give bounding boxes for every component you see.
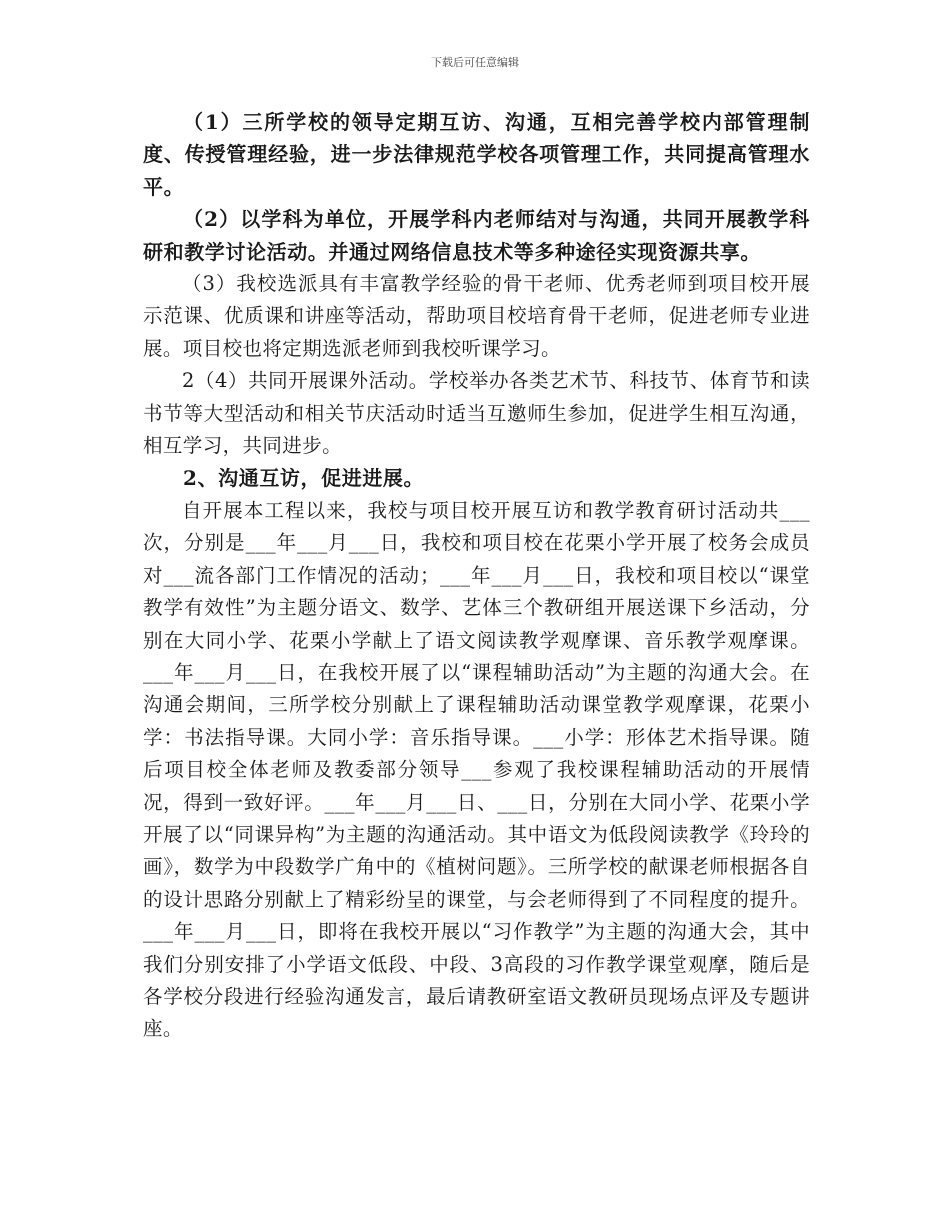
paragraph-2: （2）以学科为单位，开展学科内老师结对与沟通，共同开展教学科研和教学讨论活动。并通过网络信息技术等多种途径实现资源共享。 [143,207,810,264]
paragraph-3: （3）我校选派具有丰富教学经验的骨干老师、优秀老师到项目校开展示范课、优质课和讲座等活动，帮助项目校培育骨干老师，促进老师专业进展。项目校也将定期选派老师到我校听课学习。 [143,272,810,360]
document-body [143,106,810,1046]
paragraph-1: （1）三所学校的领导定期互访、沟通，互相完善学校内部管理制度、传授管理经验，进一步法律规范学校各项管理工作，共同提高管理水平。 [143,110,810,199]
section-heading: 2、沟通互访，促进进展。 [183,466,425,491]
paragraph-4: 2（4）共同开展课外活动。学校举办各类艺术节、科技节、体育节和读书节等大型活动和相关节庆活动时适当互邀师生参加，促进学生相互沟通，相互学习，共同进步。 [143,369,810,458]
paragraph-5: 自开展本工程以来，我校与项目校开展互访和教学教育研讨活动共___次，分别是___年___月___日，我校和项目校在花栗小学开展了校务会成员对___流各部门工作情况的活动；___年___月___日，我校和项目校以“课堂教学有效性”为主题分语文、数学、艺体三个教研组开展送课下乡活动，分别在大同小学、花栗小学献上了语文阅读教学观摩课、音乐教学观摩课。___年___月___日，在我校开展了以“课程辅助活动”为主题的沟通大会。在沟通会期间，三所学校分别献上了课程辅助活动课堂教学观摩课，花栗小学：书法指导课。大同小学：音乐指导课。___小学：形体艺术指导课。随后项目校全体老师及教委部分领导___参观了我校课程辅助活动的开展情况，得到一致好评。___年___月___日、___日，分别在大同小学、花栗小学开展了以“同课异构”为主题的沟通活动。其中语文为低段阅读教学《玲玲的画》，数学为中段数学广角中的《植树问题》。三所学校的献课老师根据各自的设计思路分别献上了精彩纷呈的课堂，与会老师得到了不同程度的提升。___年___月___日，即将在我校开展以“习作教学”为主题的沟通大会，其中我们分别安排了小学语文低段、中段、3高段的习作教学课堂观摩，随后是各学校分段进行经验沟通发言，最后请教研室语文教研员现场点评及专题讲座。 [143,498,810,1041]
header-note: 下载后可任意编辑 [431,56,519,69]
